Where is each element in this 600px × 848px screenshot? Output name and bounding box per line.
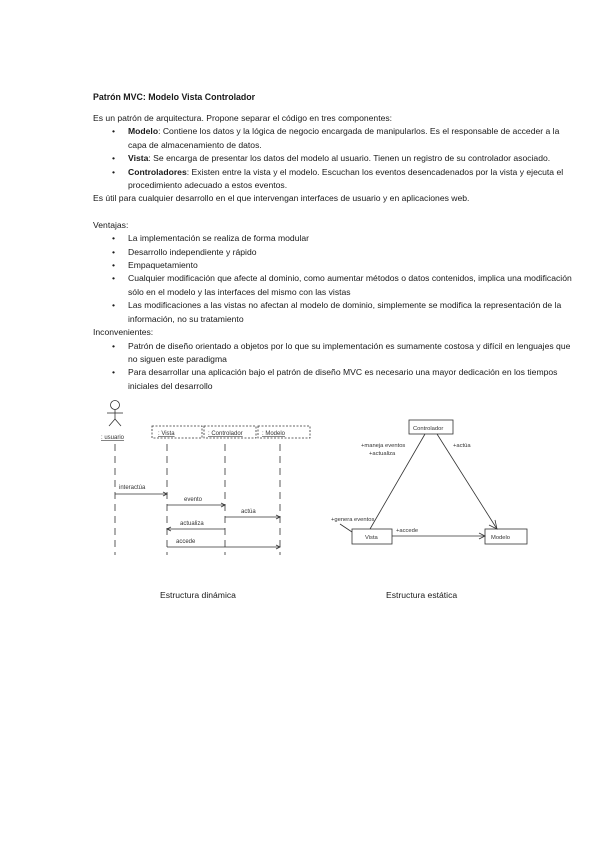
caption-static: Estructura estática — [386, 590, 458, 600]
advantages-heading: Ventajas: — [93, 219, 129, 230]
lifeline-label: : Controlador — [208, 431, 243, 437]
message-label: interactúa — [119, 485, 146, 491]
relation-label: +maneja eventos — [361, 443, 406, 449]
components-list — [93, 125, 573, 192]
relation-label: +actualiza — [369, 451, 396, 457]
component-name: Controladores — [128, 166, 187, 177]
disadvantage-item: • Patrón de diseño orientado a objetos por lo que su implementación es sumamente costosa y difícil en lenguajes que no siguen este paradigma — [93, 340, 573, 367]
advantage-item: • La implementación se realiza de forma modular — [93, 232, 573, 245]
relation-label: +genera eventos — [331, 517, 375, 523]
advantage-item: • Cualquier modificación que afecte al dominio, como aumentar métodos o datos contenidos, implica una modificación sólo en el modelo y las interfaces del mismo con las vistas — [93, 272, 573, 299]
actor-head-icon — [111, 401, 120, 410]
modelo-label: Modelo — [491, 535, 511, 541]
sequence-diagram — [90, 395, 330, 570]
class-diagram — [325, 410, 550, 560]
disadvantages-heading: Inconvenientes: — [93, 327, 154, 338]
disadvantages-list — [93, 340, 573, 394]
component-desc: : Contiene los datos y la lógica de negocio encargada de manipularlos. Es el responsable de acceder a la capa de almacenamiento de datos. — [128, 126, 560, 150]
relation-label: +accede — [396, 528, 419, 534]
component-item — [93, 125, 573, 152]
controlador-label: Controlador — [413, 426, 444, 432]
usage-paragraph: Es útil para cualquier desarrollo en el que intervengan interfaces de usuario y en aplicaciones web. — [93, 193, 470, 204]
component-item — [93, 166, 573, 193]
caption-dynamic: Estructura dinámica — [160, 590, 236, 600]
advantage-item: • Las modificaciones a las vistas no afectan al modelo de dominio, simplemente se modifica la representación de la información, no su tratamiento — [93, 299, 573, 326]
message-label: actúa — [241, 509, 256, 515]
intro-paragraph: Es un patrón de arquitectura. Propone separar el código en tres componentes: — [93, 113, 393, 123]
lifeline-label: : Modelo — [262, 431, 286, 437]
component-desc: : Se encarga de presentar los datos del modelo al usuario. Tienen un registro de su controlador asociado. — [148, 153, 551, 164]
body-text — [93, 112, 573, 393]
component-desc: : Existen entre la vista y el modelo. Escuchan los eventos desencadenados por la vista y ejecuta el procedimiento adecuado a estos eventos. — [128, 166, 564, 191]
component-name: Vista — [128, 153, 149, 164]
disadvantage-item: • Para desarrollar una aplicación bajo el patrón de diseño MVC es necesario una mayor dedicación en los tiempos iniciales del desarrollo — [93, 366, 573, 393]
component-item — [93, 152, 573, 165]
message-label: evento — [184, 497, 203, 503]
component-name: Modelo — [128, 126, 159, 137]
page-title: Patrón MVC: Modelo Vista Controlador — [93, 92, 256, 102]
relation-label: +actúa — [453, 443, 471, 449]
advantage-item: • Empaquetamiento — [93, 259, 573, 272]
lifeline-label: : Vista — [158, 431, 175, 437]
advantages-list — [93, 232, 573, 326]
message-label: accede — [176, 539, 196, 545]
actor-label: : usuario — [101, 435, 125, 441]
advantage-item: • Desarrollo independiente y rápido — [93, 246, 573, 259]
vista-label: Vista — [365, 535, 378, 541]
message-label: actualiza — [180, 521, 204, 527]
